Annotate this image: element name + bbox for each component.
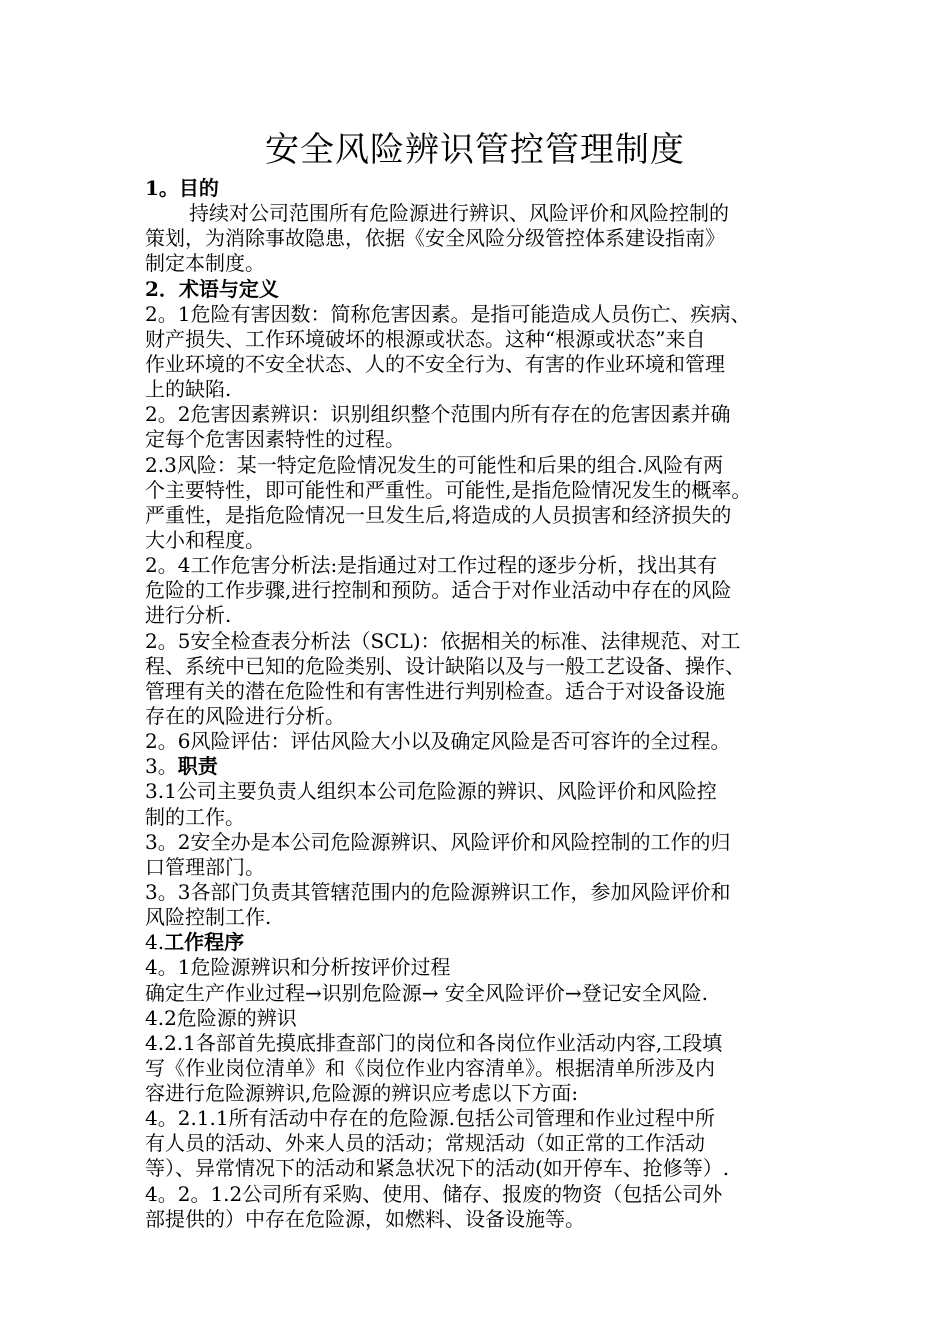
paragraph-line: 2。5安全检查表分析法（SCL)：依据相关的标准、法律规范、对工: [145, 628, 741, 653]
paragraph-line: 个主要特性，即可能性和严重性。可能性,是指危险情况发生的概率。: [145, 477, 752, 502]
paragraph-line: 制定本制度。: [145, 251, 265, 276]
paragraph-line: 4。2.1.1所有活动中存在的危险源.包括公司管理和作业过程中所: [145, 1106, 715, 1131]
paragraph-line: 口管理部门。: [145, 854, 265, 879]
paragraph-line: 4。2。1.2公司所有采购、使用、储存、报废的物资（包括公司外: [145, 1181, 723, 1206]
paragraph-line: 财产损失、工作环境破坏的根源或状态。这种“根源或状态”来自: [145, 326, 706, 351]
section-heading-purpose: 1。目的: [145, 176, 219, 200]
section-heading-text: 工作程序: [164, 930, 245, 955]
paragraph-line: 进行分析.: [145, 603, 232, 628]
section-heading-procedure: [145, 930, 825, 955]
section-heading-terms: 2．术语与定义: [145, 276, 279, 301]
paragraph-line: 定每个危害因素特性的过程。: [145, 427, 405, 452]
section-number: 4.: [145, 930, 165, 955]
paragraph-line: 4.2危险源的辨识: [145, 1005, 297, 1030]
paragraph-line: 2。1危险有害因数：简称危害因素。是指可能造成人员伤亡、疾病、: [145, 301, 751, 326]
paragraph-line: 上的缺陷.: [145, 377, 232, 402]
paragraph-line: 策划，为消除事故隐患，依据《安全风险分级管控体系建设指南》: [145, 226, 725, 251]
section-number: 3。: [145, 754, 178, 779]
paragraph-line: 等）、异常情况下的活动和紧急状况下的活动(如开停车、抢修等）.: [145, 1156, 730, 1181]
paragraph-line: 大小和程度。: [145, 527, 265, 552]
section-heading-responsibilities: [145, 754, 825, 779]
section-heading-text: 职责: [177, 754, 218, 779]
paragraph-line: 2。4工作危害分析法:是指通过对工作过程的逐步分析，找出其有: [145, 553, 718, 578]
paragraph-line: 2。2危害因素辨识：识别组织整个范围内所有存在的危害因素并确: [145, 402, 731, 427]
paragraph-line: 管理有关的潜在危险性和有害性进行判别检查。适合于对设备设施: [145, 678, 725, 703]
paragraph-line: 程、系统中已知的危险类别、设计缺陷以及与一般工艺设备、操作、: [145, 653, 745, 678]
paragraph-line: 持续对公司范围所有危险源进行辨识、风险评价和风险控制的: [189, 201, 729, 226]
paragraph-line: 4.2.1各部首先摸底排查部门的岗位和各岗位作业活动内容,工段填: [145, 1030, 723, 1055]
paragraph-line: 有人员的活动、外来人员的活动；常规活动（如正常的工作活动: [145, 1131, 705, 1156]
paragraph-line: 风险控制工作.: [145, 905, 272, 930]
paragraph-line: 3.1公司主要负责人组织本公司危险源的辨识、风险评价和风险控: [145, 779, 717, 804]
paragraph-line: 2.3风险：某一特定危险情况发生的可能性和后果的组合.风险有两: [145, 452, 724, 477]
paragraph-line: 4。1危险源辨识和分析按评价过程: [145, 955, 451, 980]
paragraph-line: 作业环境的不安全状态、人的不安全行为、有害的作业环境和管理: [145, 351, 725, 376]
paragraph-line: 3。2安全办是本公司危险源辨识、风险评价和风险控制的工作的归: [145, 829, 731, 854]
paragraph-line: 存在的风险进行分析。: [145, 703, 345, 728]
paragraph-line: 确定生产作业过程→识别危险源→ 安全风险评价→登记安全风险.: [145, 980, 708, 1005]
document-title: 安全风险辨识管控管理制度: [265, 130, 685, 170]
paragraph-line: 部提供的）中存在危险源，如燃料、设备设施等。: [145, 1206, 585, 1231]
paragraph-line: 写《作业岗位清单》和《岗位作业内容清单》。根据清单所涉及内: [145, 1055, 715, 1080]
document-body: [145, 176, 825, 1232]
paragraph-line: 容进行危险源辨识,危险源的辨识应考虑以下方面:: [145, 1081, 579, 1106]
paragraph-line: 2。6风险评估：评估风险大小以及确定风险是否可容许的全过程。: [145, 729, 731, 754]
paragraph-line: 3。3各部门负责其管辖范围内的危险源辨识工作，参加风险评价和: [145, 879, 731, 904]
paragraph-line: 危险的工作步骤,进行控制和预防。适合于对作业活动中存在的风险: [145, 578, 732, 603]
paragraph-line: 制的工作。: [145, 804, 245, 829]
paragraph-line: 严重性，是指危险情况一旦发生后,将造成的人员损害和经济损失的: [145, 502, 732, 527]
